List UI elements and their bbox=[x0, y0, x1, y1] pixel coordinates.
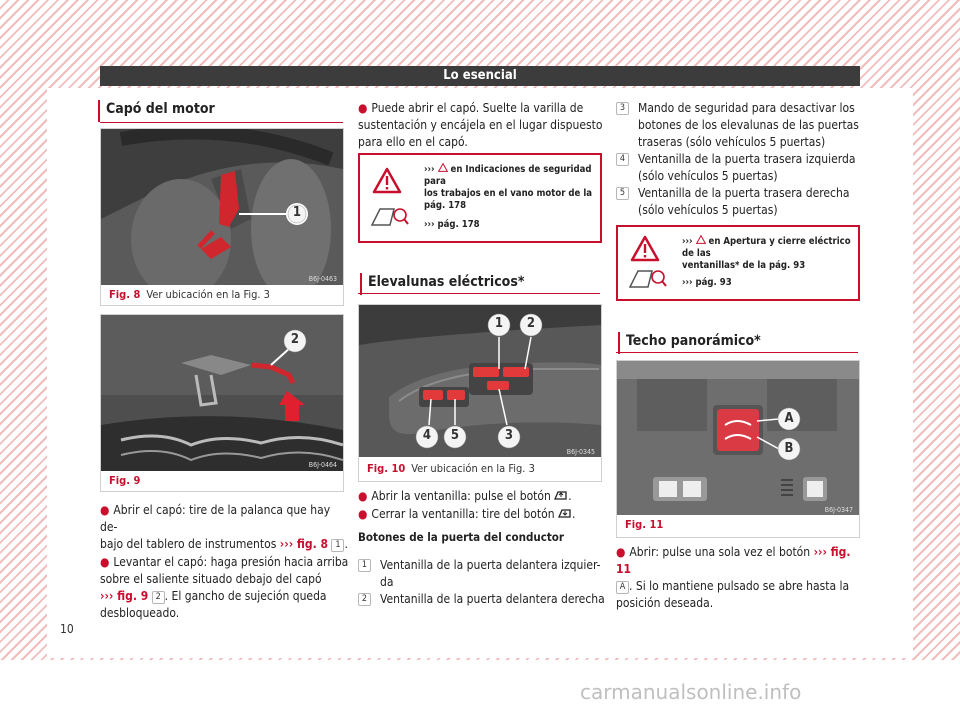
bullet-puede-abrir: ● Puede abrir el capó. Suelte la varilla de sustentación y encájela en el lugar dispuesto para ello en el capó. bbox=[358, 101, 603, 149]
manual-book-icon bbox=[370, 205, 410, 229]
watermark: carmanualsonline.info bbox=[580, 680, 802, 704]
bullet-abrir-capo: ● Abrir el capó: tire de la palanca que hay de- bajo del tablero de instrumentos ››› fig. 8 1 . bbox=[100, 503, 348, 551]
figure-9-callout: 2 bbox=[290, 332, 300, 347]
figure-8-label: Fig. 8 bbox=[109, 288, 141, 301]
figure-8-caption bbox=[109, 288, 270, 301]
figure-10-code: B6J-0345 bbox=[566, 448, 595, 456]
callout-number: 2 bbox=[152, 591, 165, 604]
bullet-icon: ● bbox=[358, 489, 368, 503]
bullet-levantar-capo: ● Levantar el capó: haga presión hacia arriba sobre el saliente situado debajo del capó ››› fig. 9 2 . El gancho de sujeción queda desbloqueado. bbox=[100, 555, 349, 620]
fig8-reference-link[interactable]: ››› fig. 8 bbox=[279, 537, 328, 551]
bullet-abrir-techo: ● Abrir: pulse una sola vez el botón ››› fig. 11 A . Si lo mantiene pulsado se abre hasta la posición deseada. bbox=[616, 545, 851, 610]
figure-9-caption bbox=[109, 474, 146, 487]
section-rule bbox=[358, 293, 600, 294]
section-rule bbox=[100, 122, 343, 123]
figure-8-image bbox=[101, 129, 343, 285]
figure-11-callout-b: B bbox=[784, 441, 794, 456]
list-item-2: 2 Ventanilla de la puerta delantera derecha bbox=[358, 591, 606, 608]
bullet-icon: ● bbox=[100, 555, 110, 569]
bullet-icon: ● bbox=[358, 507, 368, 521]
small-warning-icon bbox=[696, 235, 706, 244]
figure-10-callout-4: 4 bbox=[422, 428, 432, 443]
figure-8 bbox=[100, 128, 344, 306]
bullet-cerrar-ventanilla: ● Cerrar la ventanilla: tire del botón . bbox=[358, 507, 576, 521]
figure-8-code: B6J-0463 bbox=[308, 275, 337, 283]
col2-text bbox=[358, 488, 608, 547]
figure-11-label: Fig. 11 bbox=[625, 518, 664, 531]
bullet-icon: ● bbox=[358, 101, 368, 115]
small-warning-icon bbox=[438, 163, 448, 172]
list-item-3: 3 Mando de seguridad para desactivar los botones de los elevalunas de las puertas traseras (sólo vehículos 5 puertas) bbox=[616, 100, 866, 151]
figure-11-image bbox=[617, 361, 859, 515]
safety-note-2-page-link[interactable]: ››› pág. 93 bbox=[682, 277, 732, 288]
safety-note-box bbox=[358, 153, 602, 243]
figure-10-callout-3: 3 bbox=[504, 428, 514, 443]
figure-11-callout-a: A bbox=[784, 411, 794, 426]
safety-note-2-text: ››› en Apertura y cierre eléctrico de las ventanillas* de la pág. 93 bbox=[682, 236, 851, 271]
figure-11-code: B6J-0347 bbox=[824, 506, 853, 514]
figure-10-callout-1: 1 bbox=[494, 316, 504, 331]
figure-10 bbox=[358, 304, 602, 482]
figure-9-image bbox=[101, 315, 343, 471]
window-down-icon bbox=[558, 508, 572, 518]
figure-9-label: Fig. 9 bbox=[109, 474, 141, 487]
safety-note-text: ››› en Indicaciones de seguridad para los trabajos en el vano motor de la pág. 178 bbox=[424, 164, 593, 211]
warning-icon bbox=[630, 235, 660, 262]
figure-9 bbox=[100, 314, 344, 492]
section-rule bbox=[616, 352, 858, 353]
warning-icon bbox=[372, 167, 402, 194]
figure-11 bbox=[616, 360, 860, 538]
fig9-reference-link[interactable]: ››› fig. 9 bbox=[100, 589, 149, 603]
bullet-icon: ● bbox=[100, 503, 110, 517]
safety-note-box-2 bbox=[616, 225, 860, 301]
fig11-reference-link[interactable]: ››› fig. 11 bbox=[616, 545, 851, 576]
figure-10-callout-5: 5 bbox=[450, 428, 460, 443]
section-title-capo: Capó del motor bbox=[106, 101, 215, 117]
col1-text bbox=[100, 502, 350, 623]
figure-10-callout-2: 2 bbox=[526, 316, 536, 331]
list-item-4: 4 Ventanilla de la puerta trasera izquierda (sólo vehículos 5 puertas) bbox=[616, 151, 866, 185]
section-title-techo: Techo panorámico* bbox=[626, 333, 761, 349]
bullet-icon: ● bbox=[616, 545, 626, 559]
section-title-elevalunas: Elevalunas eléctricos* bbox=[368, 274, 525, 290]
safety-note-page-link[interactable]: ››› pág. 178 bbox=[424, 219, 480, 230]
page-number: 10 bbox=[60, 622, 74, 636]
callout-letter: A bbox=[616, 581, 629, 594]
figure-8-caption-text: Ver ubicación en la Fig. 3 bbox=[146, 288, 270, 301]
figure-11-caption bbox=[625, 518, 669, 531]
figure-10-label: Fig. 10 bbox=[367, 462, 406, 475]
figure-10-caption: Fig. 10 Ver ubicación en la Fig. 3 bbox=[367, 462, 535, 475]
bullet-abrir-ventanilla: ● Abrir la ventanilla: pulse el botón . bbox=[358, 489, 572, 503]
list-item-1: 1 Ventanilla de la puerta delantera izquier- da bbox=[358, 557, 606, 591]
figure-10-image bbox=[359, 305, 601, 457]
list-item-5: 5 Ventanilla de la puerta trasera derecha (sólo vehículos 5 puertas) bbox=[616, 185, 866, 219]
subhead-puerta-conductor: Botones de la puerta del conductor bbox=[358, 530, 565, 544]
callout-number: 1 bbox=[331, 539, 344, 552]
manual-book-icon bbox=[628, 267, 668, 291]
figure-9-code: B6J-0464 bbox=[308, 461, 337, 469]
window-up-icon bbox=[554, 490, 568, 500]
page-header: Lo esencial bbox=[100, 66, 860, 86]
figure-8-callout: 1 bbox=[292, 205, 302, 220]
